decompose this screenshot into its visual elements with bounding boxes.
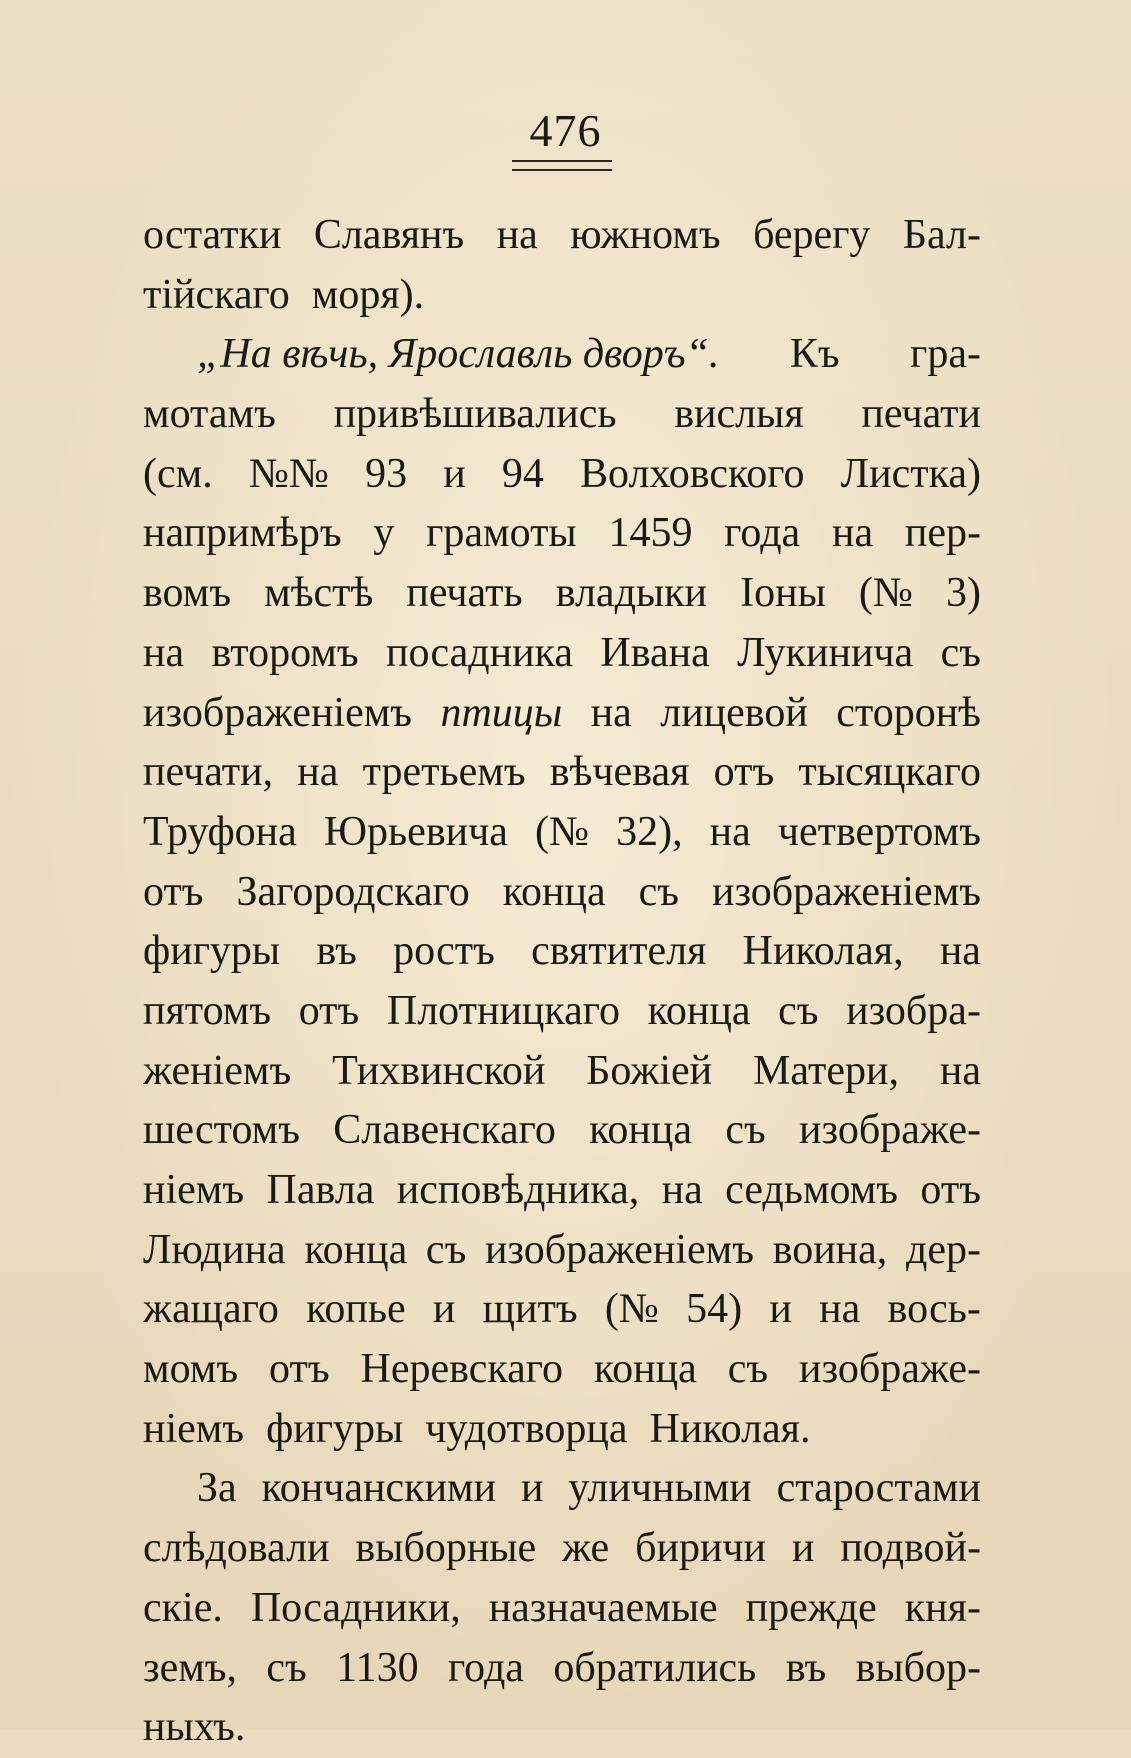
word: Матери, bbox=[753, 1047, 899, 1094]
word: тысяцкаго bbox=[798, 749, 981, 796]
word: кончанскими bbox=[261, 1465, 497, 1512]
word: конца bbox=[304, 1226, 408, 1273]
word: Павла bbox=[266, 1167, 375, 1213]
word: лицевой bbox=[660, 689, 808, 736]
word: изобра- bbox=[846, 987, 981, 1034]
text-line bbox=[143, 1400, 981, 1460]
word: вѣчевая bbox=[549, 749, 690, 796]
word: на bbox=[709, 808, 751, 855]
text-line bbox=[143, 1698, 981, 1758]
word: ніемъ bbox=[143, 1405, 245, 1452]
word: и bbox=[432, 1286, 456, 1333]
word: За bbox=[197, 1465, 237, 1512]
word: отъ bbox=[298, 987, 360, 1034]
word: пер- bbox=[904, 510, 981, 557]
word: вомъ bbox=[143, 570, 232, 617]
word: года bbox=[447, 1644, 524, 1691]
word: изображе- bbox=[799, 1346, 981, 1393]
word: тійскаго bbox=[143, 271, 290, 318]
text-line bbox=[143, 325, 981, 385]
word: печати, bbox=[143, 749, 274, 796]
word: конца bbox=[589, 1107, 693, 1154]
word: съ bbox=[725, 1107, 766, 1154]
text-line bbox=[143, 624, 981, 684]
word: исповѣдника, bbox=[396, 1167, 640, 1213]
text-line bbox=[143, 206, 981, 266]
word: ніемъ bbox=[143, 1167, 245, 1213]
word: „На вѣчь, Ярославль дворъ“. bbox=[197, 331, 720, 378]
word: Николая, bbox=[742, 928, 904, 975]
word: шестомъ bbox=[143, 1107, 300, 1154]
word: скіе. bbox=[143, 1584, 223, 1631]
word: 32), bbox=[616, 808, 683, 855]
word: привѣшивались bbox=[333, 391, 617, 438]
word: птицы bbox=[440, 689, 563, 736]
word: 1459 bbox=[608, 510, 693, 557]
word: вислыя bbox=[674, 391, 804, 438]
word: 1130 bbox=[336, 1644, 419, 1691]
word: 54) bbox=[686, 1286, 743, 1333]
word: года bbox=[724, 510, 801, 557]
word: воина, bbox=[772, 1226, 888, 1273]
word: и bbox=[791, 1525, 815, 1572]
word: владыки bbox=[555, 570, 708, 617]
word: Труфона bbox=[143, 808, 297, 855]
word: (№ bbox=[534, 808, 590, 855]
word: у bbox=[373, 510, 395, 557]
word: Неревскаго bbox=[360, 1346, 563, 1393]
word: конца bbox=[593, 1346, 697, 1393]
word: Листка) bbox=[840, 450, 981, 497]
word: съ bbox=[425, 1226, 467, 1273]
word: въ bbox=[316, 928, 357, 975]
word: на bbox=[831, 510, 874, 557]
text-line bbox=[143, 1579, 981, 1639]
text-line bbox=[143, 1340, 981, 1400]
word: Тихвинской bbox=[332, 1047, 546, 1094]
word: въ bbox=[785, 1644, 827, 1691]
word: прежде bbox=[745, 1584, 877, 1631]
word: биричи bbox=[635, 1525, 767, 1572]
word: третьемъ bbox=[362, 749, 526, 796]
word: Посадники, bbox=[250, 1584, 461, 1631]
word: земъ, bbox=[143, 1644, 238, 1691]
word: сторонѣ bbox=[836, 689, 981, 736]
text-line bbox=[143, 684, 981, 744]
word: Славенскаго bbox=[333, 1107, 556, 1154]
word: фигуры bbox=[266, 1405, 404, 1452]
text-line bbox=[143, 1519, 981, 1579]
word: печать bbox=[406, 570, 523, 617]
text-line bbox=[143, 863, 981, 923]
word: южномъ bbox=[570, 212, 721, 258]
word: Къ bbox=[789, 331, 840, 378]
word: (№ bbox=[858, 570, 913, 617]
word: съ bbox=[778, 987, 819, 1034]
word: Лукинича bbox=[737, 629, 914, 676]
word: отъ bbox=[920, 1167, 981, 1213]
word: конца bbox=[647, 987, 751, 1034]
word: и bbox=[520, 1465, 544, 1512]
word: конца bbox=[502, 868, 606, 915]
word: женіемъ bbox=[143, 1047, 292, 1094]
word: на bbox=[143, 629, 185, 676]
word: мотамъ bbox=[143, 391, 276, 438]
word: Славянъ bbox=[313, 212, 465, 258]
word: выборные bbox=[355, 1525, 537, 1572]
word: кня- bbox=[904, 1584, 981, 1631]
word: Ивана bbox=[600, 629, 710, 676]
text-line bbox=[143, 1161, 981, 1221]
text-line bbox=[143, 982, 981, 1042]
text-line bbox=[143, 564, 981, 624]
word: отъ bbox=[713, 749, 775, 796]
word: отъ bbox=[269, 1346, 330, 1393]
word: на bbox=[819, 1286, 861, 1333]
text-line bbox=[143, 1280, 981, 1340]
word: грамоты bbox=[426, 510, 577, 557]
word: подвой- bbox=[840, 1525, 981, 1572]
word: Бал- bbox=[902, 212, 981, 258]
word: на bbox=[590, 689, 632, 736]
word: Божіей bbox=[586, 1047, 713, 1094]
word: Загородскаго bbox=[236, 868, 470, 915]
text-line bbox=[143, 1639, 981, 1699]
word: остатки bbox=[143, 212, 282, 258]
word: на bbox=[661, 1167, 703, 1213]
word: пятомъ bbox=[143, 987, 272, 1034]
text-line bbox=[143, 1221, 981, 1281]
word: и bbox=[443, 450, 466, 497]
word: момъ bbox=[143, 1346, 239, 1393]
word: (см. bbox=[143, 450, 213, 497]
text-line bbox=[143, 1042, 981, 1102]
word: уличными bbox=[568, 1465, 752, 1512]
word: Людина bbox=[143, 1226, 286, 1273]
word: второмъ bbox=[211, 629, 359, 676]
word: Волховского bbox=[579, 450, 805, 497]
word: Юрьевича bbox=[323, 808, 508, 855]
word: ростъ bbox=[393, 928, 495, 975]
text-line bbox=[143, 803, 981, 863]
word: Іоны bbox=[740, 570, 826, 617]
text-line bbox=[143, 743, 981, 803]
word: дер- bbox=[905, 1226, 981, 1273]
word: обратились bbox=[553, 1644, 757, 1691]
word: на bbox=[939, 1047, 981, 1094]
word: моря). bbox=[311, 271, 425, 318]
word: №№ bbox=[248, 450, 329, 497]
word: напримѣръ bbox=[143, 510, 342, 557]
word: назначаемые bbox=[488, 1584, 718, 1631]
word: 93 bbox=[365, 450, 408, 497]
text-line bbox=[143, 1459, 981, 1519]
word: Николая. bbox=[649, 1405, 811, 1452]
word: Плотницкаго bbox=[386, 987, 620, 1034]
word: седьмомъ bbox=[725, 1167, 899, 1213]
word: ныхъ. bbox=[143, 1704, 246, 1751]
word: чудотворца bbox=[425, 1405, 628, 1452]
word: гра- bbox=[910, 331, 981, 378]
word: изображеніемъ bbox=[484, 1226, 754, 1273]
word: выбор- bbox=[855, 1644, 981, 1691]
word: вось- bbox=[887, 1286, 981, 1333]
body-text bbox=[143, 206, 981, 1758]
page-header bbox=[0, 105, 1131, 156]
word: посадника bbox=[385, 629, 574, 676]
text-line bbox=[143, 1101, 981, 1161]
word: 94 bbox=[501, 450, 544, 497]
word: съ bbox=[638, 868, 679, 915]
word: на bbox=[939, 928, 981, 975]
word: берегу bbox=[753, 212, 871, 258]
header-double-rule bbox=[512, 160, 612, 171]
word: щитъ bbox=[482, 1286, 578, 1333]
word: изображеніемъ bbox=[143, 689, 413, 736]
text-line bbox=[143, 504, 981, 564]
page-number: 476 bbox=[529, 105, 602, 156]
word: старостами bbox=[776, 1465, 981, 1512]
word: же bbox=[562, 1525, 610, 1572]
word: слѣдовали bbox=[143, 1525, 330, 1572]
word: печати bbox=[861, 391, 981, 438]
text-line bbox=[143, 445, 981, 505]
word: 3) bbox=[945, 570, 981, 617]
word: и bbox=[769, 1286, 792, 1333]
word: съ bbox=[727, 1346, 769, 1393]
word: жащаго bbox=[143, 1286, 279, 1333]
word: мѣстѣ bbox=[264, 570, 374, 617]
word: на bbox=[297, 749, 339, 796]
word: отъ bbox=[143, 868, 204, 915]
word: изображе- bbox=[799, 1107, 981, 1154]
word: копье bbox=[306, 1286, 406, 1333]
text-line bbox=[143, 266, 981, 326]
word: на bbox=[496, 212, 538, 258]
word: фигуры bbox=[143, 928, 281, 975]
word: изображеніемъ bbox=[711, 868, 981, 915]
word: святителя bbox=[531, 928, 707, 975]
word: четвертомъ bbox=[777, 808, 981, 855]
word: (№ bbox=[604, 1286, 659, 1333]
word: съ bbox=[266, 1644, 307, 1691]
text-line bbox=[143, 385, 981, 445]
word: съ bbox=[940, 629, 981, 676]
text-line bbox=[143, 922, 981, 982]
